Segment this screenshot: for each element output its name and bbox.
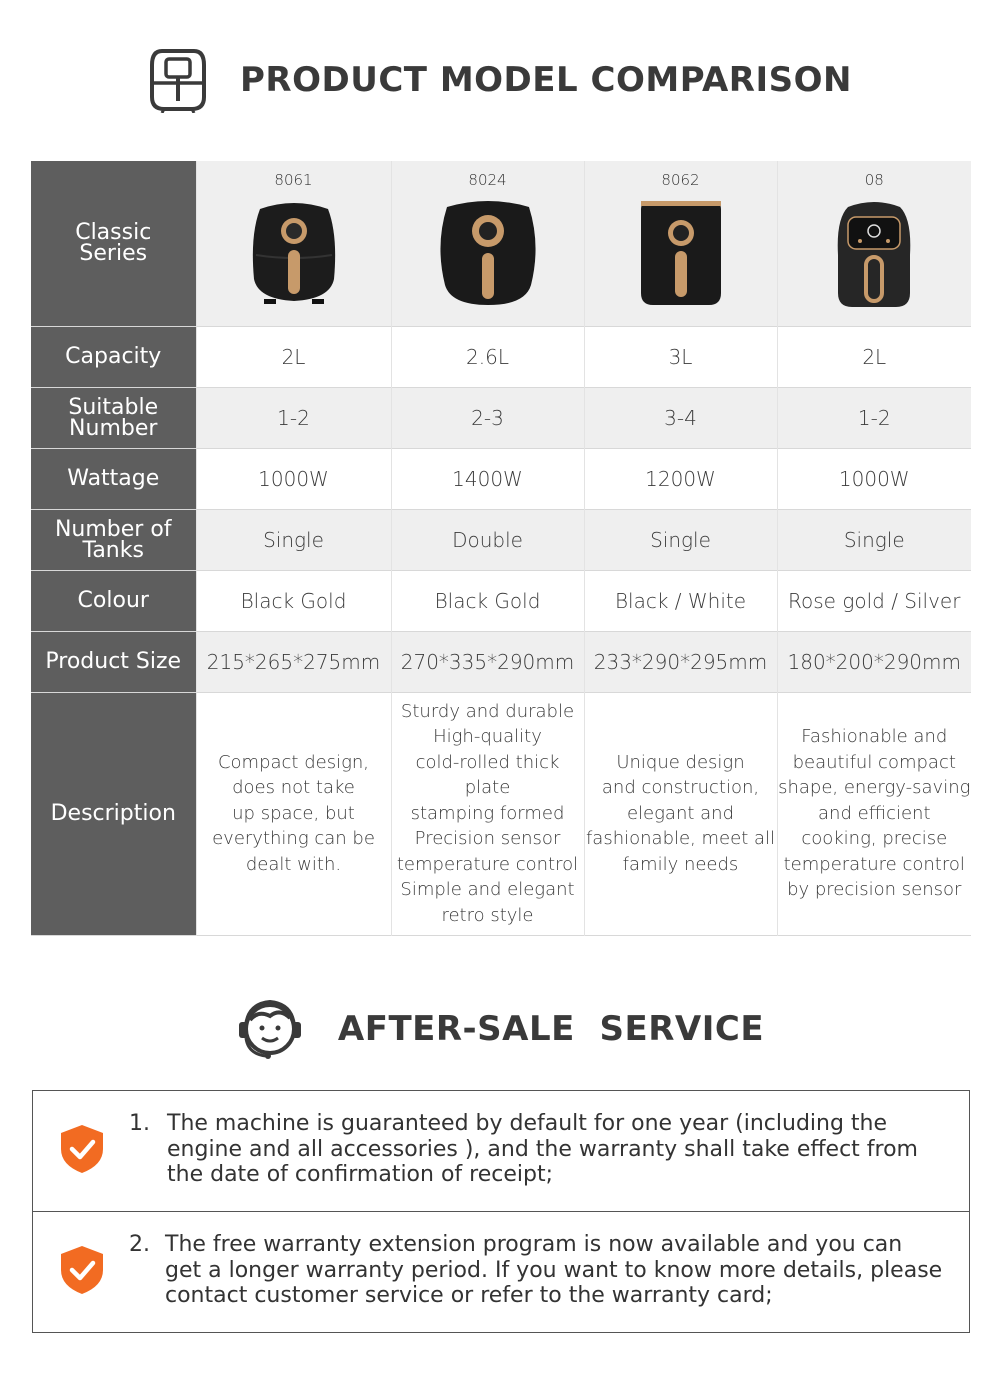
row-label: Colour [31, 570, 196, 631]
description-cell: Unique design and construction, elegant and fashionable, meet all family needs [584, 692, 777, 935]
table-cell: 1-2 [196, 387, 391, 448]
comparison-heading [0, 44, 1000, 116]
air-fryer-8062-image [633, 195, 729, 309]
description-cell: Sturdy and durable High-quality cold-rolled thick plate stamping formed Precision sensor temperature control Simple and elegant retro style [391, 692, 584, 935]
description-cell: Fashionable and beautiful compact shape, energy-saving and efficient cooking, precise temperature control by precision sensor [777, 692, 971, 935]
service-item-text: The machine is guaranteed by default for one year (including the engine and all accessories ), and the warranty shall take effect from the date of confirmation of receipt; [167, 1111, 918, 1187]
row-label: Description [31, 692, 196, 935]
suitable-number-row [31, 387, 971, 448]
air-fryer-08-image [834, 195, 914, 311]
table-cell: Double [391, 509, 584, 570]
table-cell: Single [196, 509, 391, 570]
model-cell-8061 [196, 161, 391, 326]
table-cell: Black Gold [196, 570, 391, 631]
model-number: 8024 [468, 171, 507, 190]
table-cell: 1400W [391, 448, 584, 509]
row-label: Capacity [31, 326, 196, 387]
table-cell: 2L [777, 326, 971, 387]
table-cell: Single [584, 509, 777, 570]
table-cell: 1000W [196, 448, 391, 509]
table-cell: 2L [196, 326, 391, 387]
model-cell-08 [777, 161, 971, 326]
capacity-row [31, 326, 971, 387]
description-cell: Compact design, does not take up space, but everything can be dealt with. [196, 692, 391, 935]
model-cell-8062 [584, 161, 777, 326]
air-fryer-icon [148, 47, 208, 113]
shield-check-icon [59, 1244, 105, 1296]
table-cell: 3L [584, 326, 777, 387]
air-fryer-8024-image [435, 195, 541, 309]
after-sale-title: AFTER-SALE SERVICE [337, 1009, 765, 1049]
row-label: Suitable Number [31, 387, 196, 448]
wattage-row [31, 448, 971, 509]
table-cell: 2-3 [391, 387, 584, 448]
table-cell: Black / White [584, 570, 777, 631]
table-cell: 2.6L [391, 326, 584, 387]
table-cell: 1000W [777, 448, 971, 509]
table-cell: 215*265*275mm [196, 631, 391, 692]
service-item [32, 1090, 970, 1212]
table-cell: 180*200*290mm [777, 631, 971, 692]
description-row [31, 692, 971, 935]
row-label: Wattage [31, 448, 196, 509]
series-label: Classic Series [31, 161, 196, 326]
table-cell: Black Gold [391, 570, 584, 631]
after-sale-heading [0, 994, 1000, 1064]
row-label: Number of Tanks [31, 509, 196, 570]
service-item-number: 2. [129, 1232, 150, 1257]
row-label: Product Size [31, 631, 196, 692]
model-number: 08 [864, 171, 884, 190]
tanks-row [31, 509, 971, 570]
size-row [31, 631, 971, 692]
shield-check-icon [59, 1123, 105, 1175]
table-cell: 233*290*295mm [584, 631, 777, 692]
air-fryer-8061-image [246, 195, 342, 307]
service-item-text: The free warranty extension program is now available and you can get a longer warranty period. If you want to know more details, please contact customer service or refer to the warranty card; [165, 1232, 943, 1308]
comparison-table [31, 161, 971, 936]
model-cell-8024 [391, 161, 584, 326]
service-item-number: 1. [129, 1111, 150, 1136]
table-cell: 270*335*290mm [391, 631, 584, 692]
model-number: 8062 [661, 171, 700, 190]
customer-service-icon [236, 996, 304, 1062]
models-row [31, 161, 971, 326]
colour-row [31, 570, 971, 631]
table-cell: 1-2 [777, 387, 971, 448]
table-cell: Rose gold / Silver [777, 570, 971, 631]
table-cell: 3-4 [584, 387, 777, 448]
model-number: 8061 [274, 171, 313, 190]
comparison-title: PRODUCT MODEL COMPARISON [240, 60, 852, 100]
table-cell: 1200W [584, 448, 777, 509]
table-cell: Single [777, 509, 971, 570]
service-item [32, 1211, 970, 1333]
